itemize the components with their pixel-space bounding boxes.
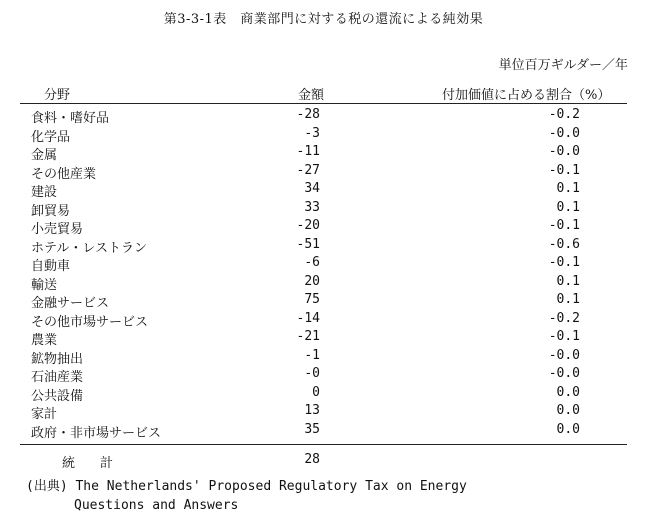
sector-cell: 小売貿易: [31, 222, 84, 237]
share-cell: -0.0: [548, 366, 580, 381]
sector-cell: 自動車: [31, 259, 71, 274]
share-cell: -0.0: [548, 125, 580, 141]
sector-cell: 卸貿易: [31, 203, 71, 219]
share-cell: 0.0: [556, 421, 580, 437]
table-row: [0, 384, 647, 403]
total-amount: 28: [304, 452, 320, 467]
share-cell: 0.0: [556, 384, 580, 400]
amount-cell: -14: [296, 310, 320, 326]
share-cell: 0.1: [556, 273, 580, 289]
table-row: [0, 273, 647, 292]
amount-cell: -21: [296, 329, 320, 344]
share-cell: -0.1: [548, 162, 580, 178]
table-row: [0, 291, 647, 310]
sector-cell: 建設: [31, 185, 58, 200]
source-note: [26, 477, 467, 515]
table-row: [0, 236, 647, 255]
share-cell: -0.1: [548, 218, 580, 233]
sector-cell: 公共設備: [31, 388, 84, 404]
table-row: [0, 254, 647, 273]
amount-cell: -0: [304, 366, 320, 381]
sector-cell: その他市場サービス: [31, 314, 149, 330]
table-row: [0, 106, 647, 125]
table-row: [0, 217, 647, 236]
share-cell: -0.0: [548, 347, 580, 363]
header-amount: 金額: [298, 88, 325, 103]
amount-cell: -3: [304, 125, 320, 141]
header-divider: [20, 103, 627, 104]
share-cell: 0.1: [556, 292, 580, 307]
table-body: [0, 106, 647, 439]
sector-cell: その他産業: [31, 166, 97, 182]
amount-cell: 33: [304, 199, 320, 215]
table-title: 第3-3-1表 商業部門に対する税の還流による純効果: [163, 12, 484, 27]
sector-cell: 鉱物抽出: [31, 351, 84, 367]
sector-cell: ホテル・レストラン: [31, 240, 147, 256]
amount-cell: 20: [304, 273, 320, 289]
share-cell: 0.1: [556, 181, 580, 196]
amount-cell: 75: [304, 292, 320, 307]
sector-cell: 金属: [31, 148, 58, 163]
sector-cell: 金融サービス: [31, 296, 110, 311]
table-row: [0, 328, 647, 347]
total-divider: [20, 444, 627, 445]
source-line-1: (出典) The Netherlands' Proposed Regulatory Tax on Energy: [26, 479, 467, 494]
sector-cell: 政府・非市場サービス: [31, 425, 162, 441]
amount-cell: -6: [304, 255, 320, 270]
amount-cell: 13: [304, 403, 320, 418]
table-row: [0, 199, 647, 218]
total-label: 統 計: [62, 456, 120, 471]
table-row: [0, 402, 647, 421]
share-cell: -0.2: [548, 310, 580, 326]
unit-label: 単位百万ギルダー／年: [498, 58, 628, 73]
table-row: [0, 162, 647, 181]
share-cell: -0.0: [548, 144, 580, 159]
table-row: [0, 125, 647, 144]
share-cell: -0.2: [548, 107, 580, 122]
amount-cell: -11: [296, 144, 320, 159]
amount-cell: 35: [304, 421, 320, 437]
amount-cell: -27: [296, 162, 320, 178]
amount-cell: -1: [304, 347, 320, 363]
amount-cell: 34: [304, 181, 320, 196]
table-row: [0, 180, 647, 199]
table-row: [0, 365, 647, 384]
table-row: [0, 143, 647, 162]
sector-cell: 食料・嗜好品: [31, 111, 110, 126]
share-cell: 0.1: [556, 199, 580, 215]
amount-cell: -20: [296, 218, 320, 233]
share-cell: 0.0: [556, 403, 580, 418]
sector-cell: 輸送: [31, 277, 58, 293]
amount-cell: 0: [312, 384, 320, 400]
header-sector: 分野: [44, 88, 71, 103]
header-share: 付加価値に占める割合（%）: [442, 88, 611, 103]
share-cell: -0.1: [548, 329, 580, 344]
share-cell: -0.1: [548, 255, 580, 270]
source-line-2: Questions and Answers: [74, 498, 239, 513]
table-row: [0, 310, 647, 329]
amount-cell: -28: [296, 107, 320, 122]
sector-cell: 化学品: [31, 129, 71, 145]
share-cell: -0.6: [548, 236, 580, 252]
amount-cell: -51: [296, 236, 320, 252]
sector-cell: 農業: [31, 333, 58, 348]
sector-cell: 家計: [31, 407, 58, 422]
sector-cell: 石油産業: [31, 370, 84, 385]
table-row: [0, 421, 647, 440]
table-row: [0, 347, 647, 366]
